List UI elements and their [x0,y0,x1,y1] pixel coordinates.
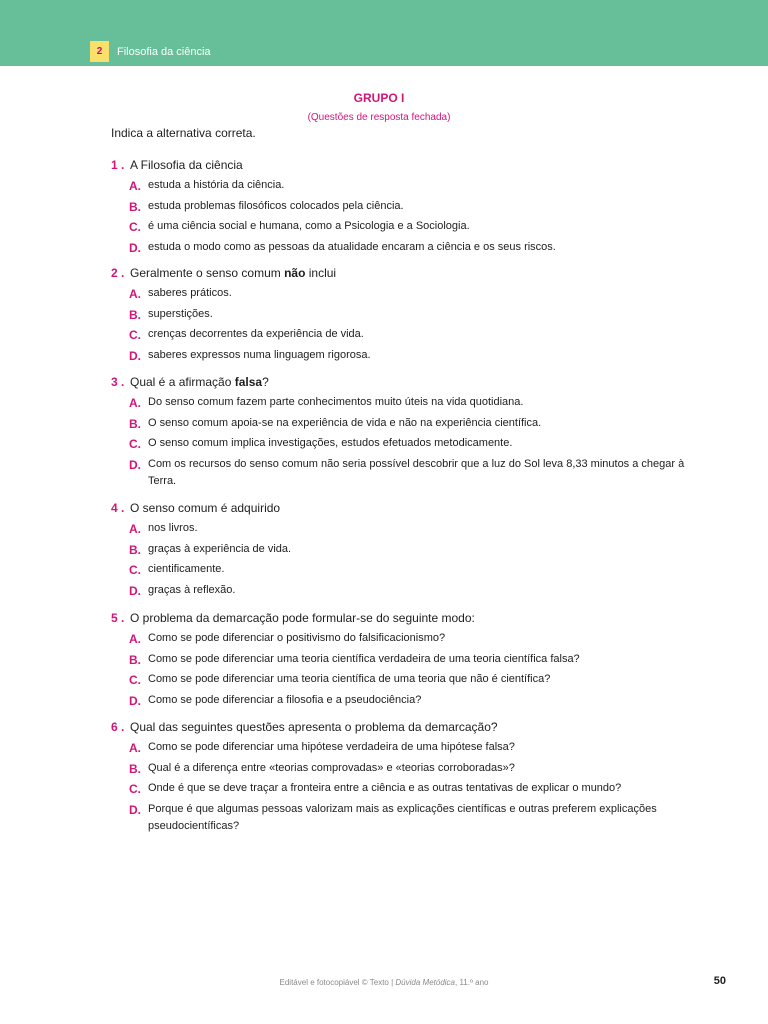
option-letter: B. [129,652,141,667]
group-subtitle: (Questões de resposta fechada) [307,112,451,123]
instruction-text: Indica a alternativa correta. [111,126,256,140]
options-list [0,522,768,604]
footer-book-title: Dúvida Metódica [395,978,455,987]
option-text: Como se pode diferenciar uma hipótese verdadeira de uma hipótese falsa? [148,741,515,753]
header-bar [0,0,768,66]
question-number: 2 . [111,266,125,280]
option-a[interactable] [0,396,768,417]
option-text: Como se pode diferenciar uma teoria científica verdadeira de uma teoria científica falsa? [148,652,580,665]
option-letter: C. [129,220,141,234]
option-letter: C. [129,563,141,577]
option-c[interactable] [0,673,768,694]
option-c[interactable] [0,220,768,241]
option-text: Onde é que se deve traçar a fronteira entre a ciência e as outras tentativas de explicar o mundo? [148,782,622,794]
option-letter: D. [129,348,141,363]
option-letter: D. [129,240,141,255]
option-b[interactable] [0,200,768,221]
footer-edition: , 11.º ano [455,978,489,987]
options-list [0,287,768,369]
option-letter: B. [129,542,141,557]
question-number: 4 . [111,501,125,515]
option-text: superstições. [148,307,213,320]
question-text-start: Geralmente o senso comum [130,266,285,280]
question-text [130,266,336,281]
options-list [0,179,768,261]
option-text: graças à reflexão. [148,583,236,596]
option-text: nos livros. [148,522,198,534]
option-a[interactable] [0,741,768,762]
option-letter: D. [129,802,141,817]
question-text: A Filosofia da ciência [130,158,243,172]
option-letter: A. [129,179,141,193]
option-b[interactable] [0,653,768,674]
question-text [130,375,269,390]
page-number: 50 [713,975,726,987]
options-list [0,632,768,714]
option-text: estuda problemas filosóficos colocados pela ciência. [148,199,404,212]
option-d[interactable] [0,803,768,841]
option-d[interactable] [0,349,768,370]
question-number: 3 . [111,375,125,389]
option-letter: B. [129,761,141,776]
option-letter: A. [129,396,141,410]
option-text: Como se pode diferenciar a filosofia e a pseudociência? [148,693,422,706]
option-a[interactable] [0,179,768,200]
option-letter: A. [129,522,141,536]
option-b[interactable] [0,417,768,438]
option-letter: C. [129,673,141,687]
option-letter: D. [129,693,141,708]
option-d[interactable] [0,694,768,715]
chapter-title: Filosofia da ciência [117,46,211,58]
option-c[interactable] [0,437,768,458]
option-text: O senso comum implica investigações, estudos efetuados metodicamente. [148,437,513,449]
option-text: O senso comum apoia-se na experiência de vida e não na experiência científica. [148,416,542,429]
option-a[interactable] [0,522,768,543]
option-letter: C. [129,328,141,342]
question-text-emphasis: não [284,266,306,280]
option-letter: B. [129,416,141,431]
option-text: é uma ciência social e humana, como a Psicologia e a Sociologia. [148,220,470,232]
option-text: saberes expressos numa linguagem rigorosa. [148,348,371,361]
options-list [0,741,768,841]
option-d[interactable] [0,458,768,496]
option-text: Com os recursos do senso comum não seria possível descobrir que a luz do Sol leva 8,33 minutos a chegar à Terra. [148,457,685,487]
option-letter: D. [129,583,141,598]
chapter-number-badge: 2 [90,41,109,62]
option-text: Como se pode diferenciar uma teoria científica de uma teoria que não é científica? [148,673,551,685]
question-text: O problema da demarcação pode formular-se do seguinte modo: [130,611,475,625]
question-text: O senso comum é adquirido [130,501,281,515]
option-text: cientificamente. [148,563,225,575]
option-text: Qual é a diferença entre «teorias comprovadas» e «teorias corroboradas»? [148,761,515,774]
question-number: 6 . [111,720,125,734]
option-text: Do senso comum fazem parte conhecimentos muito úteis na vida quotidiana. [148,396,524,408]
option-letter: D. [129,457,141,472]
option-letter: C. [129,437,141,451]
option-text: graças à experiência de vida. [148,542,292,555]
question-text-end: ? [262,375,269,389]
option-c[interactable] [0,328,768,349]
question-text-end: inclui [305,266,337,280]
option-d[interactable] [0,241,768,262]
group-title: GRUPO I [353,91,405,105]
question-number: 5 . [111,611,125,625]
option-letter: A. [129,741,141,755]
option-b[interactable] [0,543,768,564]
option-letter: B. [129,307,141,322]
option-b[interactable] [0,762,768,783]
option-text: estuda a história da ciência. [148,179,285,191]
option-d[interactable] [0,584,768,605]
option-letter: A. [129,287,141,301]
option-c[interactable] [0,563,768,584]
footer-copyright: Editável e fotocopiável © Texto | [279,978,396,987]
option-text: Porque é que algumas pessoas valorizam mais as explicações científicas e outras preferem explicações pseudocientíficas? [148,802,657,832]
option-letter: A. [129,632,141,646]
option-text: Como se pode diferenciar o positivismo do falsificacionismo? [148,632,446,644]
question-text-start: Qual é a afirmação [130,375,235,389]
question-number: 1 . [111,158,125,172]
option-letter: C. [129,782,141,796]
option-letter: B. [129,199,141,214]
option-b[interactable] [0,308,768,329]
question-text-emphasis: falsa [234,375,263,389]
option-text: estuda o modo como as pessoas da atualidade encaram a ciência e os seus riscos. [148,240,556,253]
option-c[interactable] [0,782,768,803]
question-text: Qual das seguintes questões apresenta o problema da demarcação? [130,720,498,734]
option-text: crenças decorrentes da experiência de vida. [148,328,364,340]
option-text: saberes práticos. [148,287,232,299]
options-list [0,396,768,496]
footer-credit [0,977,768,988]
option-a[interactable] [0,632,768,653]
option-a[interactable] [0,287,768,308]
